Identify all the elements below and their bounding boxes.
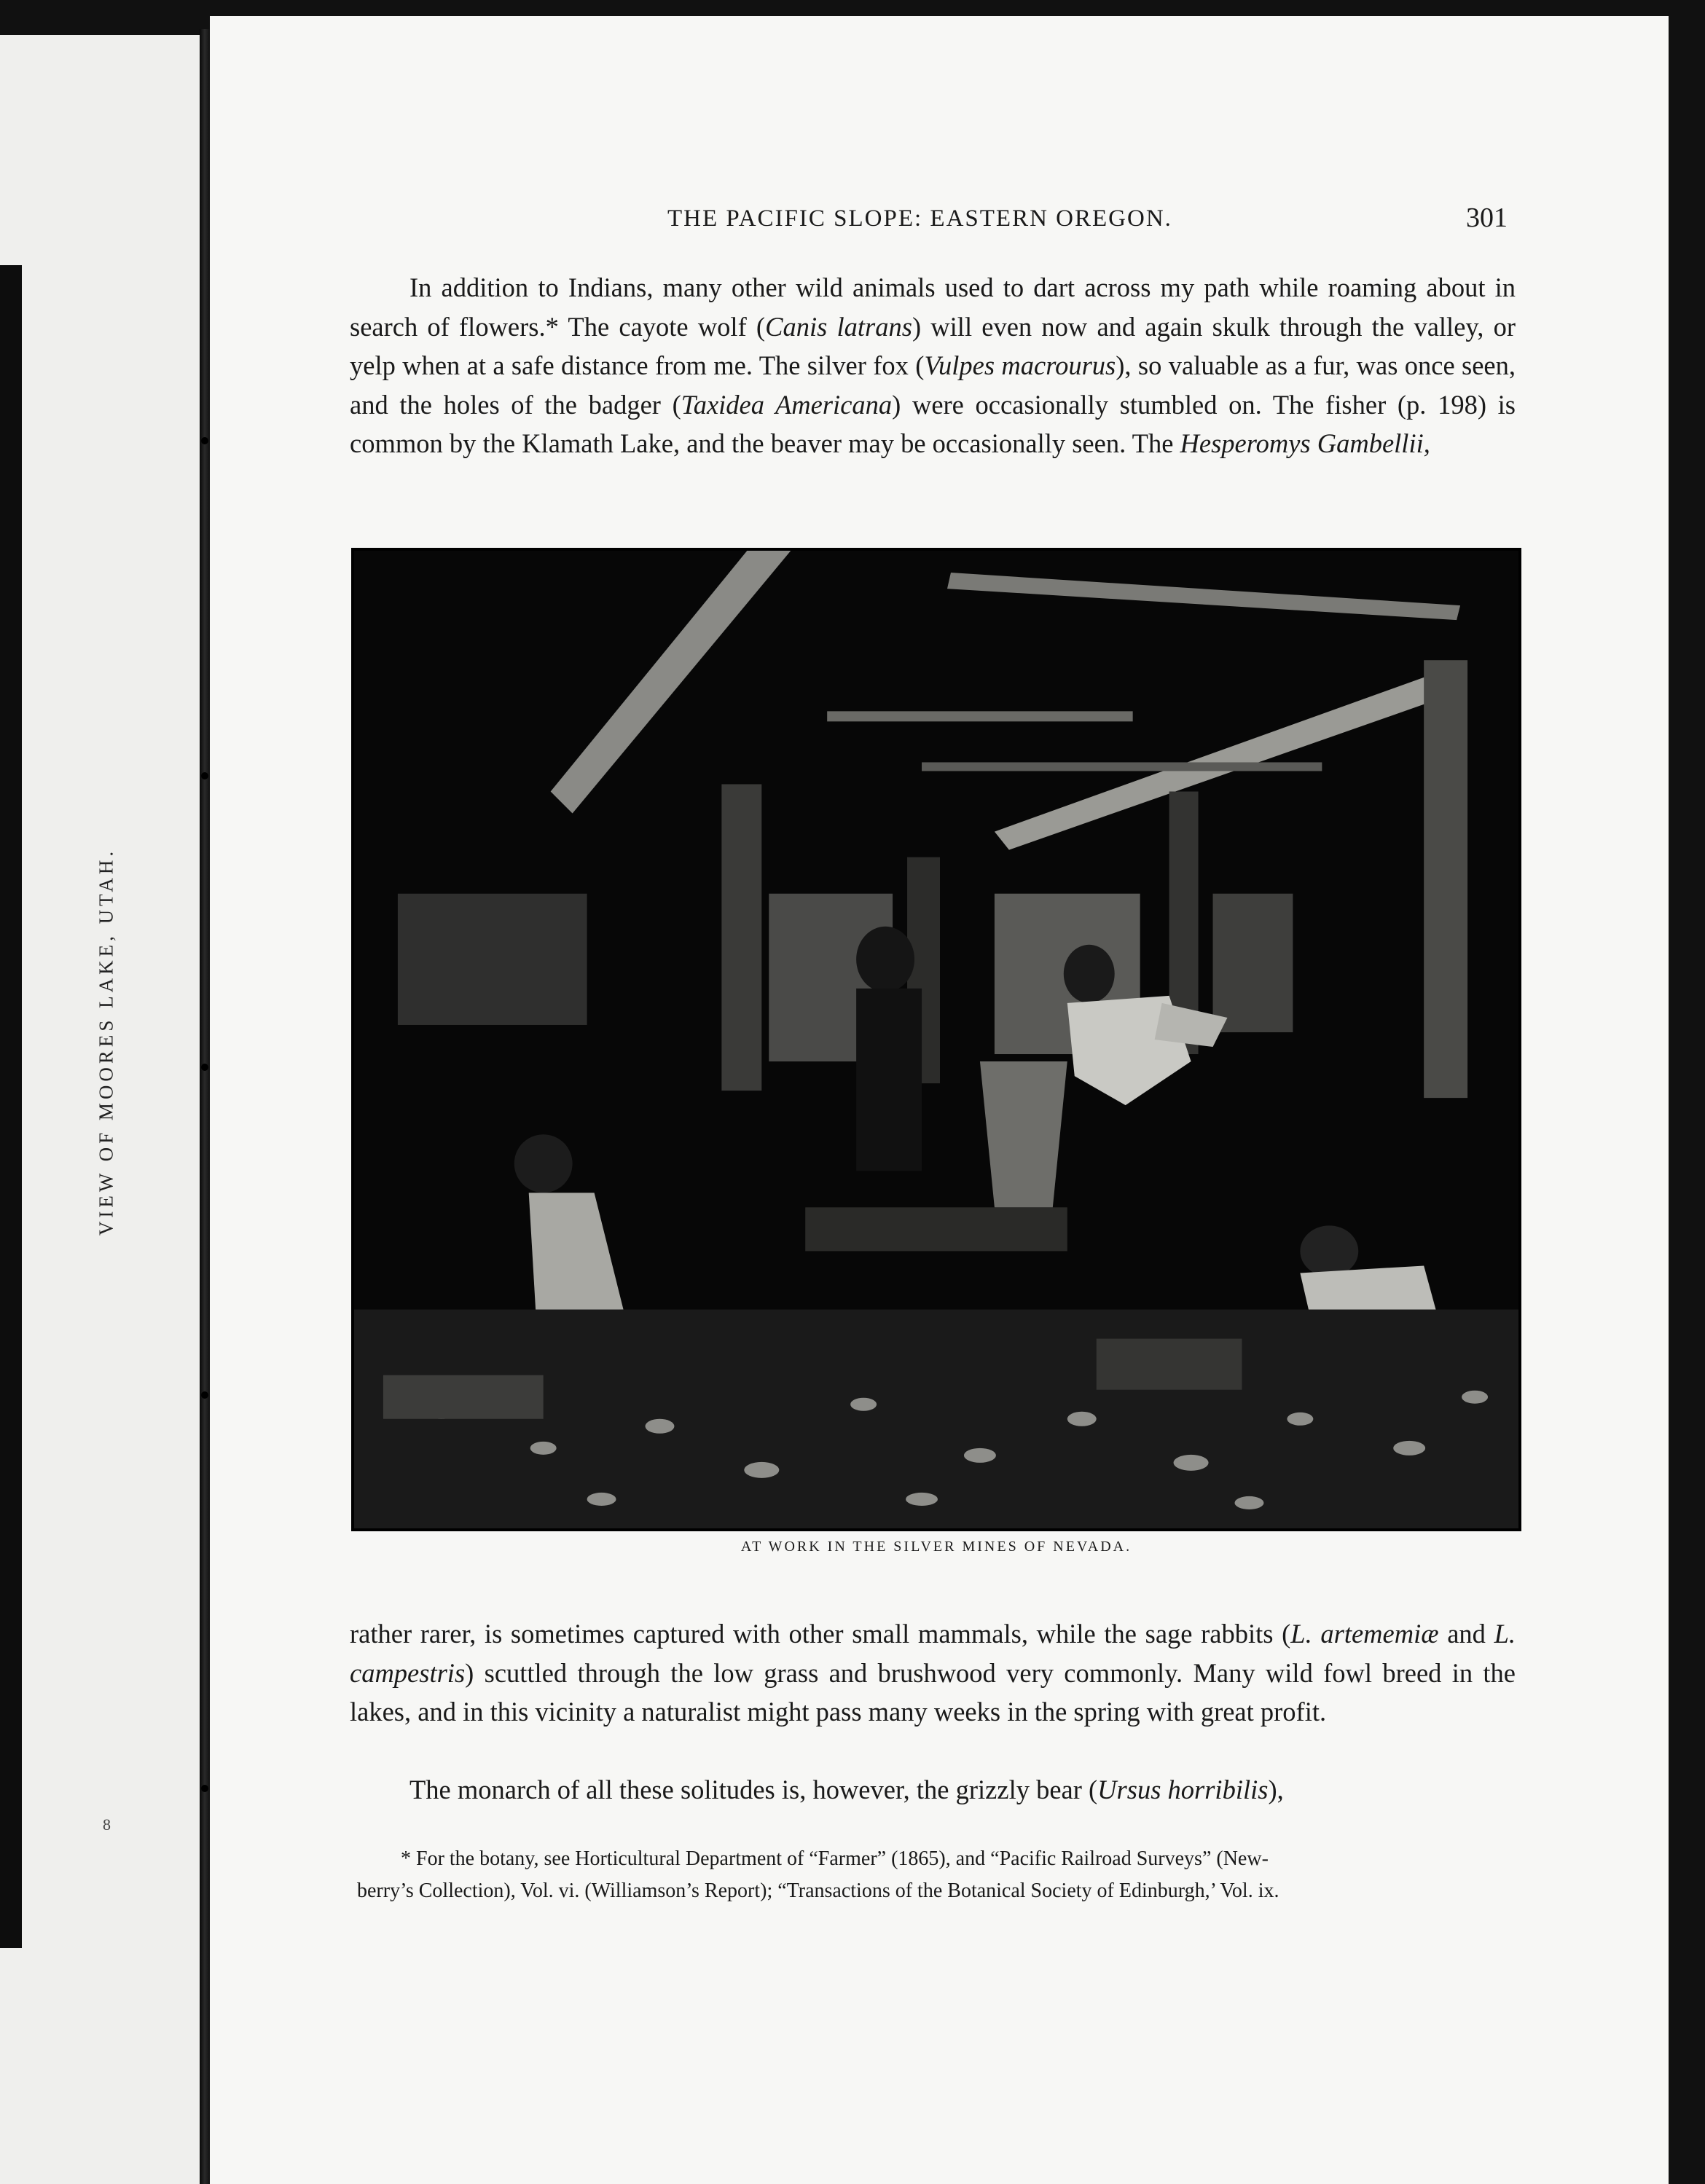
binding-stitch	[201, 437, 208, 444]
body-paragraph-1: In addition to Indians, many other wild animals used to dart across my path while roaming about in search of flowers.* The cayote wolf (Canis latrans) will even now and again skulk through the valley, or yelp when at a safe distance from me. The silver fox (Vulpes macrourus), so valuable as a fur, was once seen, and the holes of the badger (Taxidea Americana) were occasionally stumbled on. The fisher (p. 198) is common by the Klamath Lake, and the beaver may be occasionally seen. The Hesperomys Gambellii,	[350, 272, 1516, 458]
illustration-caption: AT WORK IN THE SILVER MINES OF NEVADA.	[740, 1539, 1132, 1555]
binding-stitch	[201, 1785, 208, 1792]
book-gutter	[200, 29, 210, 2184]
binding-stitch	[201, 1064, 208, 1071]
left-page-caption-text: VIEW OF MOORES LAKE, UTAH.	[95, 847, 117, 1236]
page-number: 301	[1466, 203, 1508, 233]
binding-stitch	[201, 772, 208, 779]
engraving-illustration	[351, 548, 1521, 1531]
body-paragraph-3: The monarch of all these solitudes is, however, the grizzly bear (Ursus horribilis),	[409, 1775, 1284, 1804]
body-paragraph-2: rather rarer, is sometimes captured with other small mammals, while the sage rabbits (L. artememiæ and L. campestris) scuttled through the low grass and brushwood very commonly. Many wild fowl breed in the lakes, and in this vicinity a naturalist might pass many weeks in the spring with great profit.	[350, 1619, 1516, 1727]
left-page-plate-edge	[0, 265, 22, 1948]
footnote-line-1: * For the botany, see Horticultural Department of “Farmer” (1865), and “Pacific Railroad Surveys” (New-	[401, 1847, 1269, 1870]
running-head: THE PACIFIC SLOPE: EASTERN OREGON.	[667, 205, 1172, 232]
left-page-mark: 8	[103, 1815, 111, 1834]
footnote-line-2: berry’s Collection), Vol. vi. (Williamson’s Report); “Transactions of the Botanical Society of Edinburgh,’ Vol. ix.	[357, 1879, 1279, 1902]
binding-stitch	[201, 1391, 208, 1399]
mine-scene-engraving	[354, 551, 1518, 1528]
